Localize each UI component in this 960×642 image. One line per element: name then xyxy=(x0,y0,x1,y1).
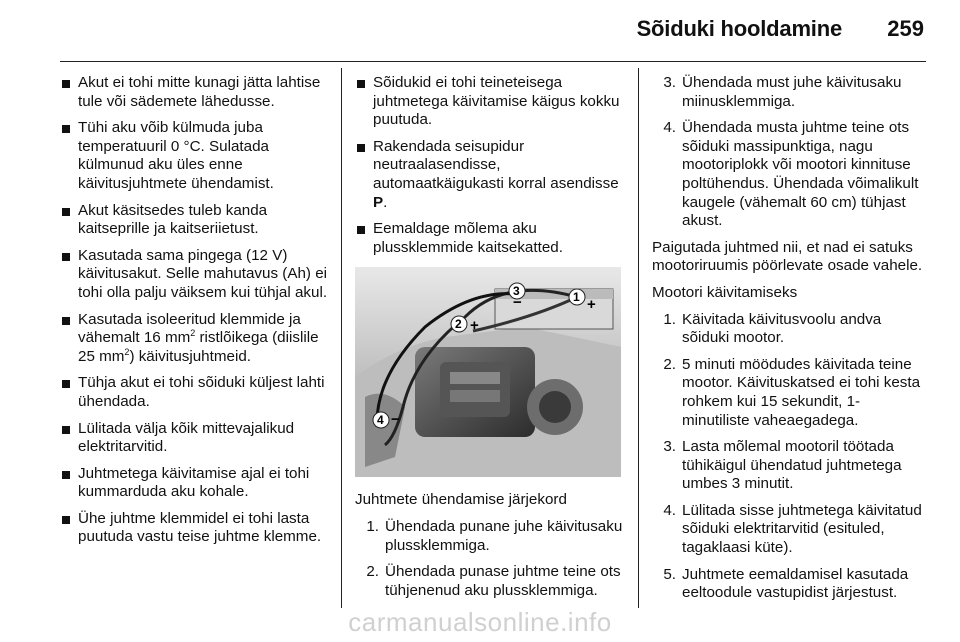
bullet-item: Eemaldage mõlema aku plussklemmide kaitsekatted. xyxy=(355,220,625,257)
list-item: 4. Ühendada musta juhtme teine ots sõiduki massipunktiga, nagu mootoriplokk või mootori kinnituse poltühendus. Ühendada võimalikult kaugele (vähemalt 60 cm) tühjast akust. xyxy=(663,119,919,230)
callout-2-sign: + xyxy=(470,317,479,335)
page-header xyxy=(0,0,960,60)
column-left xyxy=(60,74,328,555)
callout-1: 1 xyxy=(573,290,580,305)
bullet-item: Akut ei tohi mitte kunagi jätta lahtise tule või sädemete lähedusse. xyxy=(60,74,328,111)
column-right xyxy=(652,74,924,611)
bullet-item: Kasutada isoleeritud klemmide ja vähemalt 16 $mm^2$ ristlõikega (diislile 25 $mm^2$) käivitusjuhtmeid. xyxy=(60,311,328,367)
bullet-item: Kasutada sama pingega (12 V) käivitusakut. Selle mahutavus (Ah) ei tohi olla palju väiksem kui tühjal akul. xyxy=(60,247,328,303)
column-divider xyxy=(638,68,639,608)
callout-4: 4 xyxy=(377,413,384,428)
callout-3-sign: − xyxy=(513,294,522,312)
page-number: 259 xyxy=(887,16,924,41)
bullet-item: Sõidukid ei tohi teineteisega juhtmetega käivitamise käigus kokku puutuda. xyxy=(355,74,625,130)
list-item: 5. Juhtmete eemaldamisel kasutada eeltoodule vastupidist järjestust. xyxy=(663,565,909,602)
callout-4-sign: − xyxy=(391,411,400,429)
bullet-item: Tühi aku võib külmuda juba temperatuuril 0 °C. Sulatada külmunud aku üles enne käivitusjuhtmete ühendamist. xyxy=(60,119,328,193)
jump-start-illustration xyxy=(355,267,621,477)
column-middle xyxy=(355,74,625,608)
list-item: 4. Lülitada sisse juhtmetega käivitatud sõiduki elektritarvitid (esituled, tagaklaasi küte). xyxy=(663,501,922,557)
list-item: 2. 5 minuti möödudes käivitada teine mootor. Käivituskatsed ei tohi kesta rohkem kui 15 sekundit, 1-minutiliste vaheaegadega. xyxy=(663,355,921,429)
bullet-item: Rakendada seisupidur neutraalasendisse, automaatkäigukasti korral asendisse P. xyxy=(355,138,625,212)
bullet-item: Ühe juhtme klemmidel ei tohi lasta puutuda vastu teise juhtme klemme. xyxy=(60,510,328,547)
list-item: 1. Käivitada käivitusvoolu andva sõiduki mootor. xyxy=(663,310,882,347)
list-item: 3. Lasta mõlemal mootoril töötada tühikäigul ühendatud juhtmetega umbes 3 minutit. xyxy=(663,438,902,493)
header-divider xyxy=(60,61,926,62)
bullet-item: Tühja akut ei tohi sõiduki küljest lahti ühendada. xyxy=(60,374,328,411)
paragraph: Mootori käivitamiseks xyxy=(652,283,798,301)
list-item: 1. Ühendada punane juhe käivitusaku plussklemmiga. xyxy=(366,517,623,554)
list-item: 2. Ühendada punase juhtme teine ots tühjenenud aku plussklemmiga. xyxy=(366,563,621,599)
bullet-item: Juhtmetega käivitamise ajal ei tohi kummarduda aku kohale. xyxy=(60,465,328,502)
watermark: carmanualsonline.info xyxy=(348,607,612,637)
section-title: Sõiduki hooldamine xyxy=(636,16,842,41)
column-divider xyxy=(341,68,342,608)
list-item: 3. Ühendada must juhe käivitusaku miinusklemmiga. xyxy=(663,74,902,110)
callout-2: 2 xyxy=(455,317,462,332)
paragraph: Paigutada juhtmed nii, et nad ei satuks mootoriruumis pöörlevate osade vahele. xyxy=(652,238,923,275)
callout-1-sign: + xyxy=(587,296,596,314)
bullet-item: Akut käsitsedes tuleb kanda kaitseprille ja kaitseriietust. xyxy=(60,202,328,239)
callout-3: 3 xyxy=(513,284,520,299)
connection-order-intro: Juhtmete ühendamise järjekord xyxy=(355,491,567,509)
bullet-item: Lülitada välja kõik mittevajalikud elektritarvitid. xyxy=(60,420,328,457)
